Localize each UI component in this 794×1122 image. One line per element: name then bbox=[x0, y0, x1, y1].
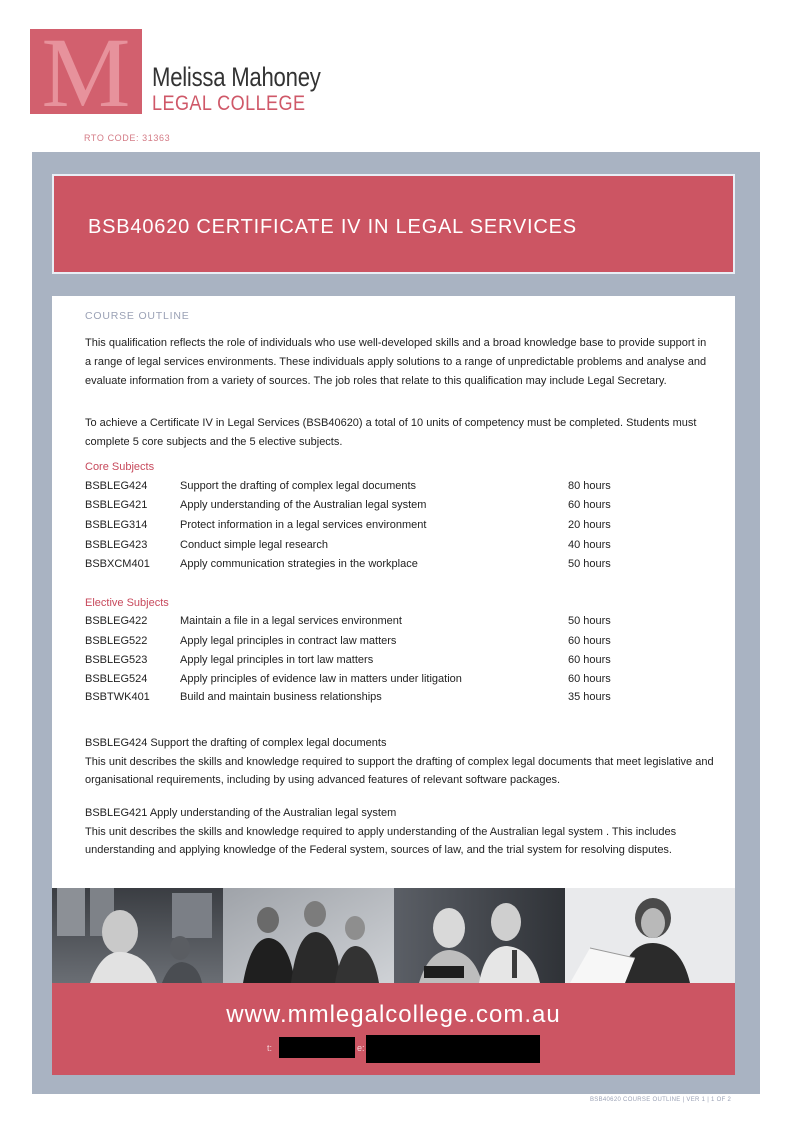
table-row bbox=[85, 558, 665, 577]
unit-detail-description: This unit describes the skills and knowledge required to support the drafting of complex legal documents that meet legislative and organisational requirements, including by using advanced features of relevant software packages. bbox=[85, 756, 714, 786]
table-row bbox=[85, 539, 665, 558]
unit-title: Apply legal principles in tort law matters bbox=[180, 654, 374, 666]
unit-title: Maintain a file in a legal services environment bbox=[180, 615, 402, 627]
unit-detail-description: This unit describes the skills and knowledge required to apply understanding of the Australian legal system . This includes understanding and applying knowledge of the Federal system, sources of law, and the trial system for resolving disputes. bbox=[85, 826, 677, 856]
photo-woman-reading bbox=[565, 888, 735, 983]
table-row bbox=[85, 480, 665, 499]
photo-students-laptop bbox=[394, 888, 565, 983]
table-row bbox=[85, 615, 665, 634]
photo-group-women bbox=[223, 888, 394, 983]
table-row bbox=[85, 654, 665, 673]
content-panel bbox=[52, 296, 735, 888]
outline-paragraph-2: To achieve a Certificate IV in Legal Services (BSB40620) a total of 10 units of competency must be completed. Students must complete 5 core subjects and the 5 elective subjects. bbox=[85, 417, 697, 448]
brand-name: Melissa Mahoney bbox=[152, 62, 321, 92]
unit-hours: 50 hours bbox=[568, 558, 611, 570]
unit-title: Build and maintain business relationships bbox=[180, 691, 382, 703]
brand-subtitle: LEGAL COLLEGE bbox=[152, 92, 306, 115]
unit-title: Conduct simple legal research bbox=[180, 539, 328, 551]
outline-paragraph-1: This qualification reflects the role of individuals who use well-developed skills and a broad knowledge base to provide support in a range of legal services environments. These individuals apply solutions to a range of unpredictable problems and analyse and evaluate information from a variety of sources. The job roles that relate to this qualification may include Legal Secretary. bbox=[85, 337, 707, 387]
unit-detail-heading: BSBLEG424 Support the drafting of complex legal documents bbox=[85, 737, 387, 749]
unit-code: BSBLEG523 bbox=[85, 654, 148, 666]
course-outline-heading: COURSE OUTLINE bbox=[85, 310, 190, 322]
unit-hours: 60 hours bbox=[568, 654, 611, 666]
unit-code: BSBLEG422 bbox=[85, 615, 148, 627]
photo-strip bbox=[52, 888, 735, 983]
unit-code: BSBLEG524 bbox=[85, 673, 148, 685]
table-row bbox=[85, 673, 665, 692]
unit-hours: 40 hours bbox=[568, 539, 611, 551]
unit-code: BSBLEG314 bbox=[85, 519, 148, 531]
core-subjects-heading: Core Subjects bbox=[85, 461, 155, 473]
page-title: BSB40620 CERTIFICATE IV IN LEGAL SERVICES bbox=[88, 216, 577, 238]
unit-code: BSBLEG424 bbox=[85, 480, 148, 492]
phone-label: t: bbox=[267, 1043, 273, 1053]
unit-code: BSBLEG421 bbox=[85, 499, 148, 511]
unit-hours: 60 hours bbox=[568, 635, 611, 647]
table-row bbox=[85, 499, 665, 518]
unit-hours: 50 hours bbox=[568, 615, 611, 627]
website-link[interactable]: www.mmlegalcollege.com.au bbox=[226, 1001, 561, 1028]
unit-code: BSBLEG423 bbox=[85, 539, 148, 551]
unit-title: Apply legal principles in contract law matters bbox=[180, 635, 397, 647]
unit-hours: 60 hours bbox=[568, 673, 611, 685]
table-row bbox=[85, 691, 665, 710]
unit-title: Support the drafting of complex legal documents bbox=[180, 480, 417, 492]
unit-hours: 35 hours bbox=[568, 691, 611, 703]
unit-title: Protect information in a legal services environment bbox=[180, 519, 427, 531]
redacted-phone bbox=[279, 1037, 355, 1058]
page-reference: BSB40620 COURSE OUTLINE | VER 1 | 1 OF 2 bbox=[590, 1097, 732, 1103]
unit-code: BSBLEG522 bbox=[85, 635, 148, 647]
redacted-email bbox=[366, 1035, 540, 1063]
unit-hours: 60 hours bbox=[568, 499, 611, 511]
logo-letter: M bbox=[41, 29, 131, 114]
unit-title: Apply principles of evidence law in matters under litigation bbox=[180, 673, 462, 685]
unit-code: BSBXCM401 bbox=[85, 558, 150, 570]
table-row bbox=[85, 635, 665, 654]
unit-code: BSBTWK401 bbox=[85, 691, 150, 703]
footer-band bbox=[52, 983, 735, 1075]
elective-subjects-heading: Elective Subjects bbox=[85, 597, 169, 609]
unit-title: Apply communication strategies in the workplace bbox=[180, 558, 418, 570]
unit-hours: 20 hours bbox=[568, 519, 611, 531]
title-banner bbox=[52, 174, 735, 274]
unit-detail-heading: BSBLEG421 Apply understanding of the Australian legal system bbox=[85, 807, 397, 819]
email-label: e: bbox=[357, 1043, 365, 1053]
photo-student-study bbox=[52, 888, 223, 983]
unit-hours: 80 hours bbox=[568, 480, 611, 492]
unit-title: Apply understanding of the Australian legal system bbox=[180, 499, 427, 511]
table-row bbox=[85, 519, 665, 538]
logo-block bbox=[30, 29, 142, 114]
rto-code: RTO CODE: 31363 bbox=[84, 133, 171, 143]
